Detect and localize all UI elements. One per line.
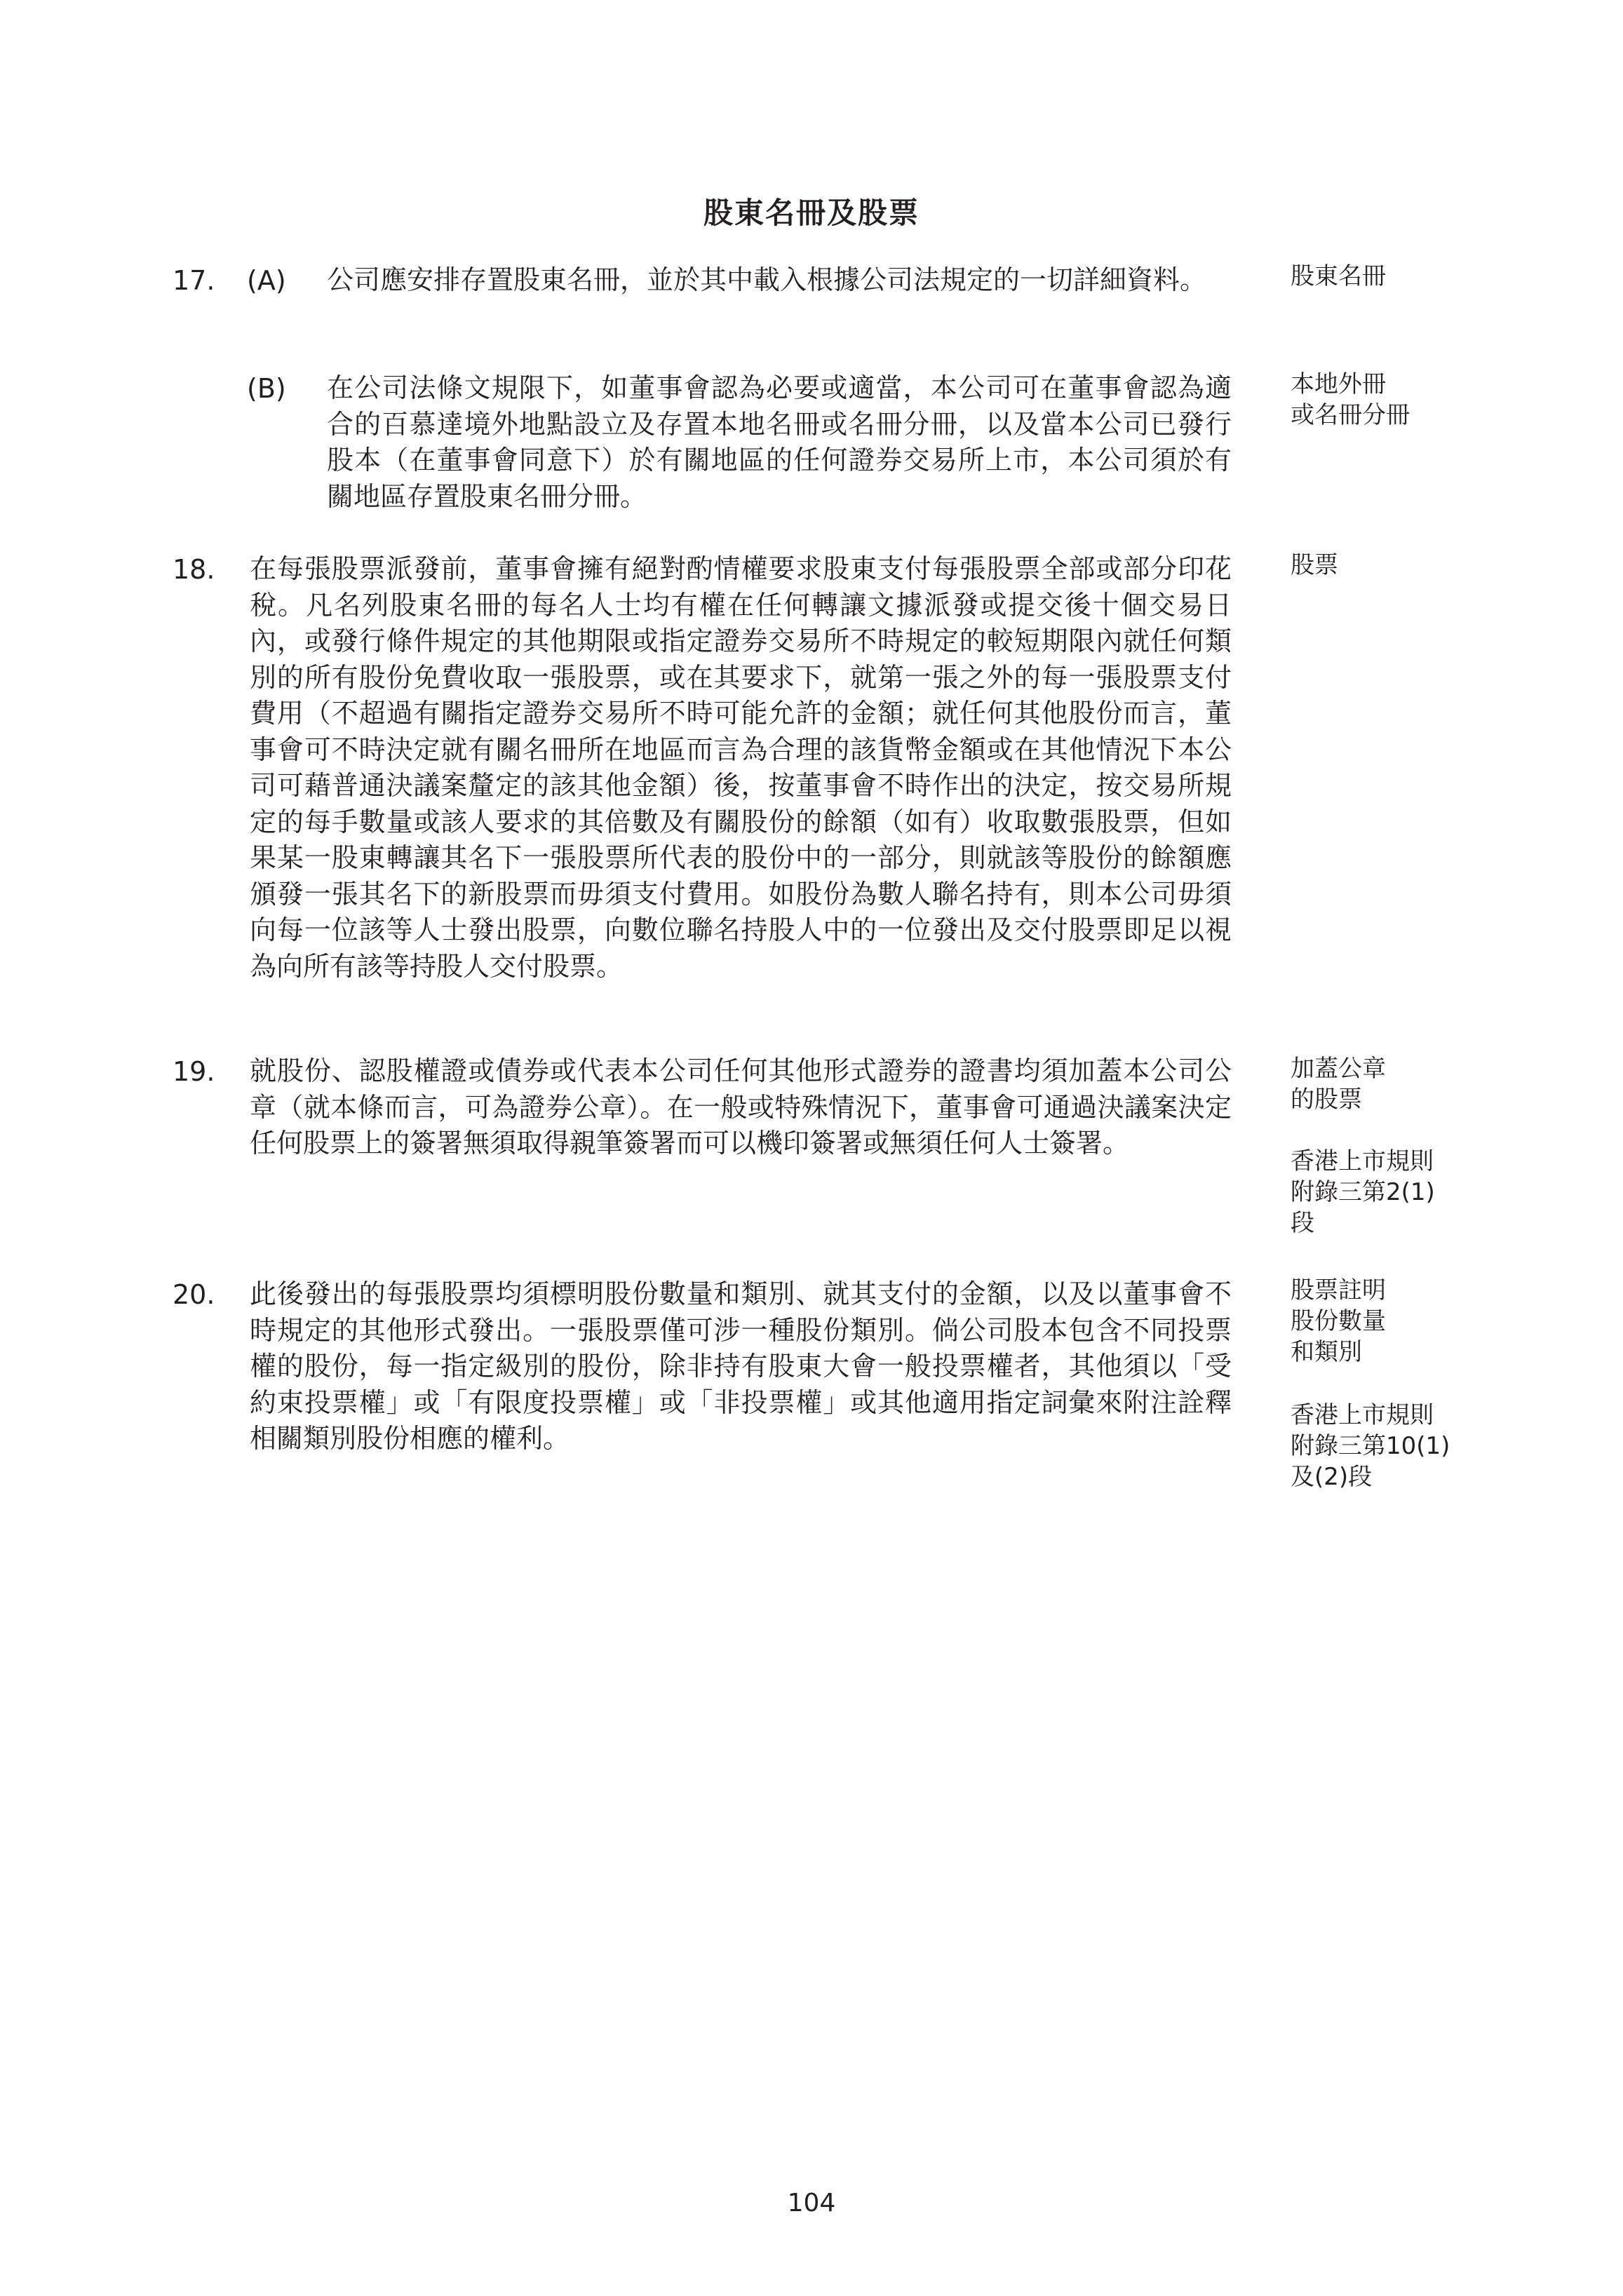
article-17a-text: 公司應安排存置股東名冊，並於其中載入根據公司法規定的一切詳細資料。 xyxy=(327,264,1207,295)
paragraph-label-17b: (B) xyxy=(247,373,286,404)
article-number-17: 17. xyxy=(173,265,215,296)
article-19-text: 就股份、認股權證或債券或代表本公司任何其他形式證券的證書均須加蓋本公司公章（就本條而言，可為證券公章）。在一般或特殊情況下，董事會可通過決議案決定任何股票上的簽署無須取得親筆簽署而可以機印簽署或無須任何人士簽署。 xyxy=(250,1055,1232,1159)
article-17b-text: 在公司法條文規限下，如董事會認為必要或適當，本公司可在董事會認為適合的百慕達境外地點設立及存置本地名冊或名冊分冊，以及當本公司已發行股本（在董事會同意下）於有關地區的任何證券交易所上市，本公司須於有關地區存置股東名冊分冊。 xyxy=(327,372,1232,512)
article-20-text: 此後發出的每張股票均須標明股份數量和類別、就其支付的金額，以及以董事會不時規定的其他形式發出。一張股票僅可涉一種股份類別。倘公司股本包含不同投票權的股份，每一指定級別的股份，除非持有股東大會一般投票權者，其他須以「受約束投票權」或「有限度投票權」或「非投票權」或其他適用指定詞彙來附注詮釋相關類別股份相應的權利。 xyxy=(250,1278,1232,1454)
margin-note-certificate-particulars: 股票註明 股份數量 和類別 xyxy=(1291,1276,1386,1366)
margin-note-listing-rule-10: 香港上市規則 附錄三第10(1) 及(2)段 xyxy=(1291,1401,1450,1491)
article-number-19: 19. xyxy=(173,1056,215,1087)
margin-note-listing-rule-2-1: 香港上市規則 附錄三第2(1) 段 xyxy=(1291,1147,1435,1237)
article-18-text: 在每張股票派發前，董事會擁有絕對酌情權要求股東支付每張股票全部或部分印花稅。凡名列股東名冊的每名人士均有權在任何轉讓文據派發或提交後十個交易日內，或發行條件規定的其他期限或指定證券交易所不時規定的較短期限內就任何類別的所有股份免費收取一張股票，或在其要求下，就第一張之外的每一張股票支付費用（不超過有關指定證券交易所不時可能允許的金額；就任何其他股份而言，董事會可不時決定就有關名冊所在地區而言為合理的該貨幣金額或在其他情況下本公司可藉普通決議案釐定的該其他金額）後，按董事會不時作出的決定，按交易所規定的每手數量或該人要求的其倍數及有關股份的餘額（如有）收取數張股票，但如果某一股東轉讓其名下一張股票所代表的股份中的一部分，則就該等股份的餘額應頒發一張其名下的新股票而毋須支付費用。如股份為數人聯名持有，則本公司毋須向每一位該等人士發出股票，向數位聯名持股人中的一位發出及交付股票即足以視為向所有該等持股人交付股票。 xyxy=(250,553,1232,982)
section-heading: 股東名冊及股票 xyxy=(703,196,920,230)
margin-note-branch-register: 本地外冊 或名冊分冊 xyxy=(1291,370,1410,429)
margin-note-share-certificates: 股票 xyxy=(1291,551,1338,579)
page-number: 104 xyxy=(787,2189,836,2217)
article-number-18: 18. xyxy=(173,554,215,585)
margin-note-sealed-certificates: 加蓋公章 的股票 xyxy=(1291,1055,1386,1114)
margin-note-register: 股東名冊 xyxy=(1291,262,1386,290)
article-number-20: 20. xyxy=(173,1279,215,1310)
paragraph-label-17a: (A) xyxy=(247,265,286,296)
